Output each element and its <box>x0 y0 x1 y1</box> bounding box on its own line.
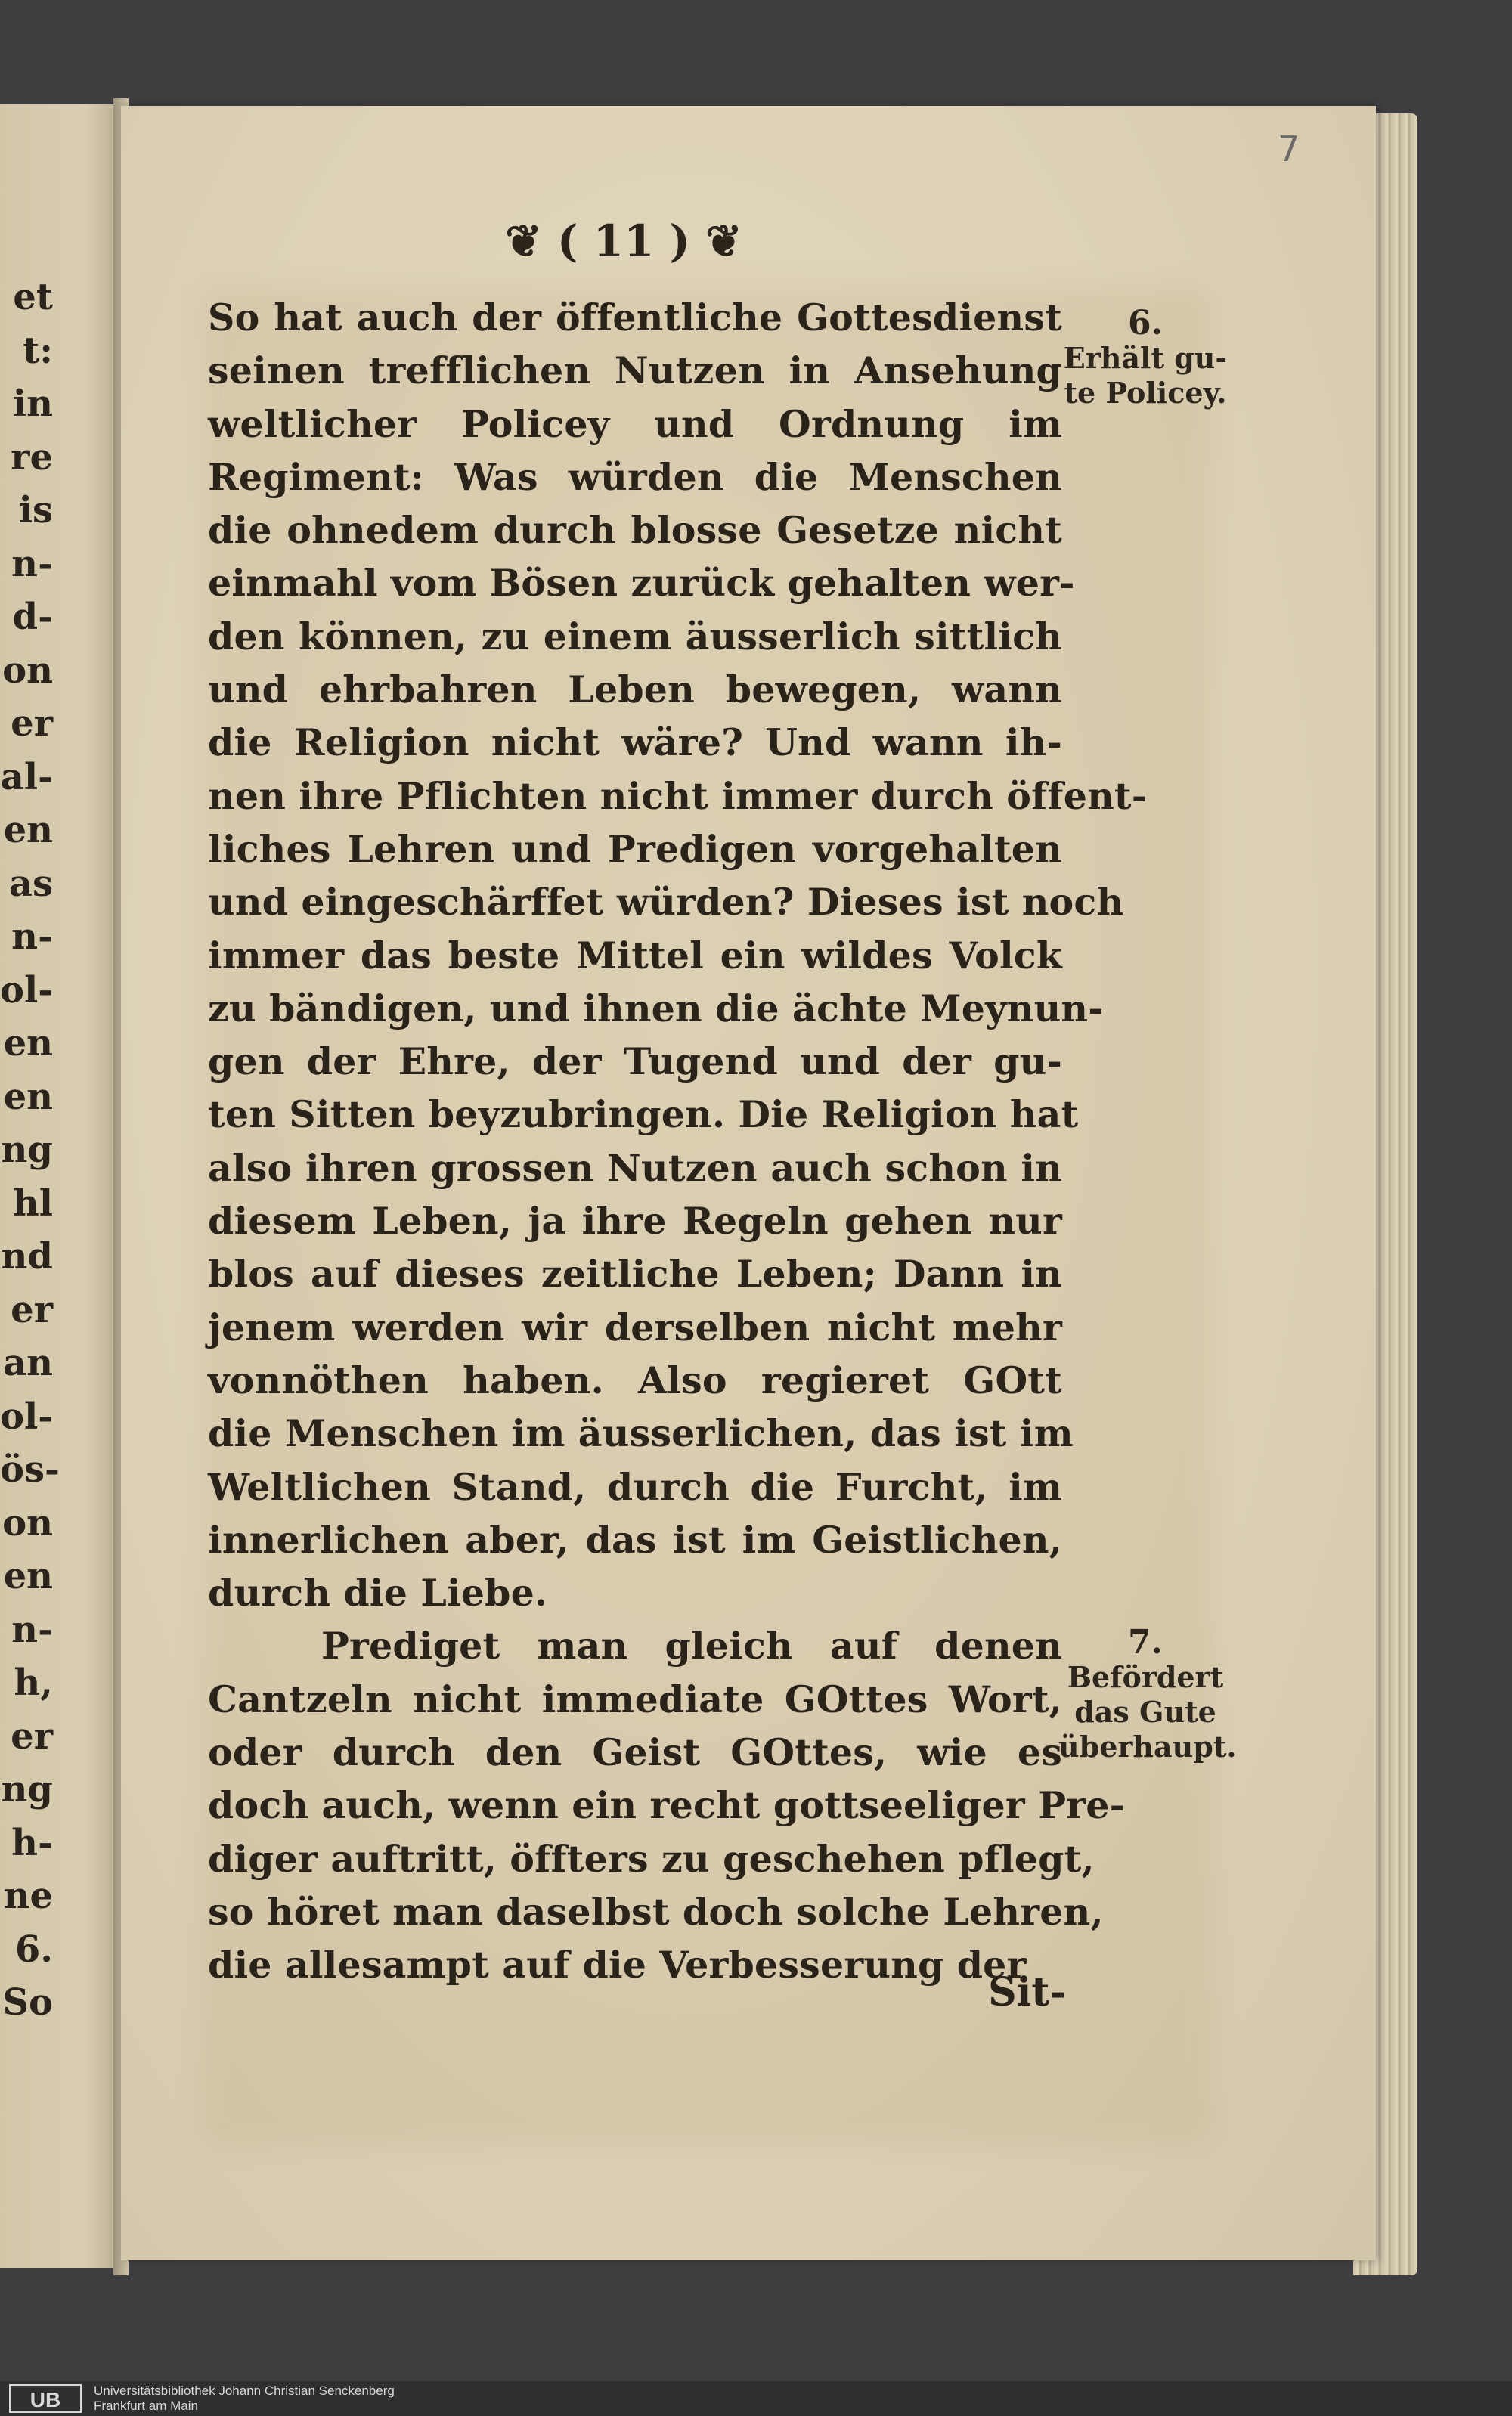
facing-page-fragment: en <box>3 1075 53 1118</box>
facing-page-fragment: en <box>3 1555 53 1597</box>
text-line: die Religion nicht wäre? Und wann ih- <box>208 720 1062 765</box>
facing-page-fragment: al- <box>0 755 53 798</box>
text-line: Weltlichen Stand, durch die Furcht, im <box>208 1464 1062 1509</box>
facing-page-fragment: in <box>12 383 53 425</box>
text-line: vonnöthen haben. Also regieret GOtt <box>208 1358 1062 1402</box>
text-line: Regiment: Was würden die Menschen <box>208 454 1062 499</box>
facing-page-fragment: n- <box>11 542 53 585</box>
facing-page-fragment: on <box>2 1501 53 1544</box>
text-line: seinen trefflichen Nutzen in Ansehung <box>208 348 1062 393</box>
facing-page-fragment: is <box>18 489 53 531</box>
text-line: doch auch, wenn ein recht gottseeliger Pre- <box>208 1783 1126 1828</box>
facing-page-fragment: er <box>11 702 53 745</box>
facing-page-fragment: en <box>3 1022 53 1064</box>
library-name-line: Frankfurt am Main <box>94 2399 198 2413</box>
text-line: ten Sitten beyzubringen. Die Religion hat <box>208 1092 1079 1137</box>
text-line: diger auftritt, öffters zu geschehen pflegt, <box>208 1836 1095 1881</box>
facing-page-text-fragments <box>0 271 60 2030</box>
facing-page-fragment: ös- <box>0 1448 60 1491</box>
facing-page-fragment: ne <box>3 1875 53 1917</box>
facing-page-fragment: nd <box>1 1235 53 1278</box>
text-line: immer das beste Mittel ein wildes Volck <box>208 933 1062 977</box>
margin-note-6 <box>1058 306 1232 410</box>
margin-note-line: Befördert <box>1067 1660 1224 1694</box>
facing-page-fragment: hl <box>12 1182 53 1225</box>
text-line: durch die Liebe. <box>208 1571 548 1615</box>
margin-note-line: te Policey. <box>1064 376 1227 410</box>
text-line: also ihren grossen Nutzen auch schon in <box>208 1145 1062 1190</box>
facing-page-left <box>0 104 121 2268</box>
facing-page-fragment: ol- <box>0 968 54 1011</box>
facing-page-fragment: So <box>2 1981 53 2024</box>
facing-page-fragment: re <box>11 435 53 479</box>
text-line: nen ihre Pflichten nicht immer durch öffent- <box>208 773 1148 818</box>
text-line: und eingeschärffet würden? Dieses ist noch <box>208 880 1124 925</box>
facing-page-fragment: en <box>3 809 53 851</box>
text-line: die allesampt auf die Verbesserung der <box>208 1943 1027 1987</box>
text-line: jenem werden wir derselben nicht mehr <box>208 1305 1062 1349</box>
facing-page-fragment: n- <box>11 1608 53 1651</box>
text-line: liches Lehren und Predigen vorgehalten <box>208 826 1062 871</box>
text-line: innerlichen aber, das ist im Geistlichen, <box>208 1517 1062 1562</box>
text-line: weltlicher Policey und Ordnung im <box>208 401 1062 446</box>
text-line: diesem Leben, ja ihre Regeln gehen nur <box>208 1199 1062 1244</box>
facing-page-fragment: t: <box>23 329 53 372</box>
facing-page-fragment: ng <box>1 1768 53 1810</box>
facing-page-fragment: as <box>8 862 53 905</box>
text-line: oder durch den Geist GOttes, wie es <box>208 1730 1062 1775</box>
text-line: Cantzeln nicht immediate GOttes Wort, <box>208 1677 1062 1721</box>
margin-note-line: überhaupt. <box>1058 1730 1237 1764</box>
footer-bar <box>0 2381 1512 2416</box>
text-line: den können, zu einem äusserlich sittlich <box>208 614 1062 658</box>
facing-page-fragment: h- <box>11 1821 53 1864</box>
margin-note-number: 6. <box>1128 304 1163 342</box>
facing-page-fragment: er <box>11 1288 53 1331</box>
text-line: die Menschen im äusserlichen, das ist im <box>208 1411 1074 1456</box>
facing-page-fragment: h, <box>14 1662 53 1704</box>
facing-page-fragment: n- <box>11 915 53 958</box>
text-line: zu bändigen, und ihnen die ächte Meynun- <box>208 986 1104 1030</box>
facing-page-fragment: et <box>13 276 53 318</box>
library-name <box>94 2383 395 2414</box>
text-line: gen der Ehre, der Tugend und der gu- <box>208 1039 1062 1084</box>
margin-note-line: das Gute <box>1074 1695 1216 1729</box>
facing-page-fragment: on <box>2 649 53 692</box>
page-header: ❦ ( 11 ) ❦ <box>505 215 742 267</box>
facing-page-fragment: 6. <box>14 1928 53 1971</box>
pencil-page-mark: 7 <box>1278 129 1300 169</box>
ub-logo: UB <box>9 2384 82 2413</box>
facing-page-fragment: er <box>11 1714 53 1758</box>
margin-note-7 <box>1058 1623 1237 1764</box>
facing-page-fragment: an <box>3 1342 53 1384</box>
text-line: und ehrbahren Leben bewegen, wann <box>208 667 1062 712</box>
facing-page-fragment: ol- <box>0 1395 54 1438</box>
text-line: die ohnedem durch blosse Gesetze nicht <box>208 508 1062 553</box>
text-line: einmahl vom Bösen zurück gehalten wer- <box>208 561 1075 606</box>
text-line: Prediget man gleich auf denen <box>321 1624 1062 1668</box>
margin-note-line: Erhält gu- <box>1063 341 1228 375</box>
catchword: Sit- <box>988 1969 1066 2015</box>
text-line: blos auf dieses zeitliche Leben; Dann in <box>208 1252 1062 1296</box>
margin-note-number: 7. <box>1128 1623 1163 1662</box>
text-line: So hat auch der öffentliche Gottesdienst <box>208 296 1062 339</box>
library-name-line: Universitätsbibliothek Johann Christian Senckenberg <box>94 2383 395 2398</box>
facing-page-fragment: d- <box>12 596 53 638</box>
text-line: so höret man daselbst doch solche Lehren, <box>208 1889 1104 1934</box>
facing-page-fragment: ng <box>1 1129 53 1171</box>
